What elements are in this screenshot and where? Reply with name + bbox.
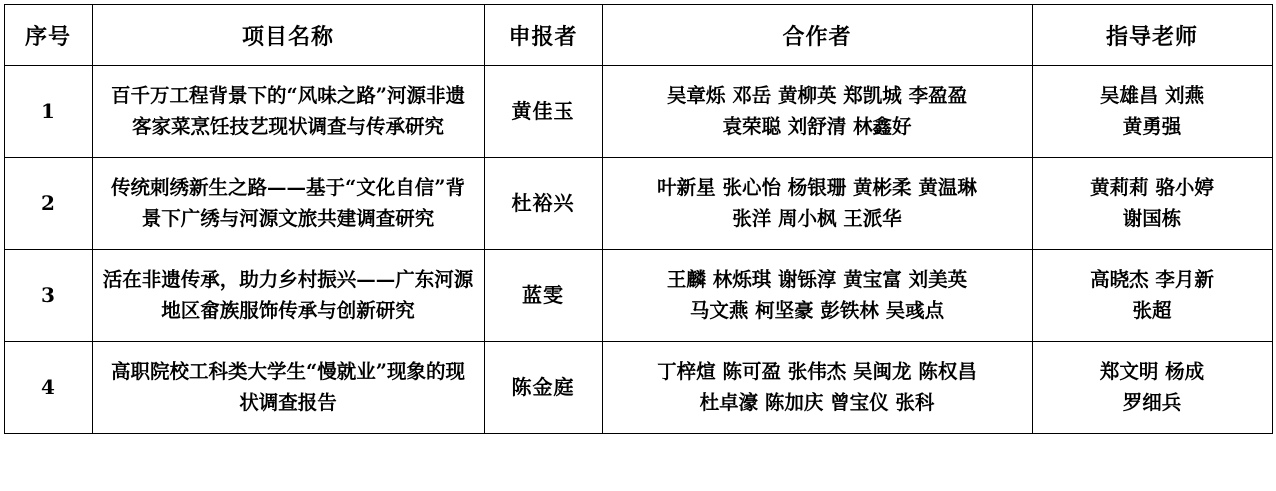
project-name-line: 状调查报告 [239, 390, 337, 414]
table-header-row [4, 5, 1272, 66]
cell-project-name [92, 342, 484, 434]
cell-applicant: 杜裕兴 [484, 158, 602, 250]
project-name-line: 传统刺绣新生之路——基于“文化自信”背 [111, 176, 465, 200]
cell-tutor [1032, 342, 1272, 434]
tutor-line: 吴雄昌 刘燕 [1099, 84, 1205, 108]
project-name-line: 景下广绣与河源文旅共建调查研究 [141, 206, 435, 230]
collaborators-line: 丁梓煊 陈可盈 张伟杰 吴闽龙 陈权昌 [657, 360, 977, 384]
header-index: 序号 [4, 5, 92, 66]
cell-project-name [92, 250, 484, 342]
cell-collaborators [602, 158, 1032, 250]
project-name-line: 百千万工程背景下的“风味之路”河源非遗 [111, 84, 465, 108]
project-name-line: 地区畲族服饰传承与创新研究 [161, 298, 415, 322]
header-collaborators: 合作者 [602, 5, 1032, 66]
tutor-line: 张超 [1132, 298, 1172, 322]
collaborators-line: 马文燕 柯坚豪 彭铁林 吴彧点 [689, 298, 945, 322]
tutor-line: 黄莉莉 骆小婷 [1090, 176, 1214, 200]
collaborators-line: 王麟 林烁琪 谢铄淳 黄宝富 刘美英 [666, 268, 968, 292]
tutor-line: 郑文明 杨成 [1099, 360, 1205, 384]
project-name-line: 活在非遗传承，助力乡村振兴——广东河源 [102, 268, 474, 292]
project-list-table [4, 4, 1273, 434]
header-tutor: 指导老师 [1032, 5, 1272, 66]
collaborators-line: 吴章烁 邓岳 黄柳英 郑凯城 李盈盈 [666, 84, 968, 108]
tutor-line: 罗细兵 [1122, 390, 1182, 414]
cell-tutor [1032, 158, 1272, 250]
cell-tutor [1032, 66, 1272, 158]
table-row [4, 66, 1272, 158]
header-applicant: 申报者 [484, 5, 602, 66]
cell-applicant: 陈金庭 [484, 342, 602, 434]
collaborators-line: 张洋 周小枫 王派华 [732, 206, 902, 230]
collaborators-line: 袁荣聪 刘舒清 林鑫好 [722, 114, 912, 138]
cell-project-name [92, 158, 484, 250]
project-name-line: 客家菜烹饪技艺现状调查与传承研究 [131, 114, 444, 138]
cell-index: 3 [4, 250, 92, 342]
table-header [4, 5, 1272, 66]
header-project-name: 项目名称 [92, 5, 484, 66]
tutor-line: 高晓杰 李月新 [1090, 268, 1214, 292]
cell-collaborators [602, 342, 1032, 434]
cell-tutor [1032, 250, 1272, 342]
tutor-line: 黄勇强 [1122, 114, 1182, 138]
table-row [4, 158, 1272, 250]
cell-index: 2 [4, 158, 92, 250]
collaborators-line: 叶新星 张心怡 杨银珊 黄彬柔 黄温琳 [657, 176, 977, 200]
cell-applicant: 蓝雯 [484, 250, 602, 342]
collaborators-line: 杜卓濠 陈加庆 曾宝仪 张科 [699, 390, 935, 414]
tutor-line: 谢国栋 [1122, 206, 1182, 230]
cell-collaborators [602, 66, 1032, 158]
cell-index: 1 [4, 66, 92, 158]
cell-collaborators [602, 250, 1032, 342]
table-row [4, 342, 1272, 434]
table-body [4, 66, 1272, 434]
cell-applicant: 黄佳玉 [484, 66, 602, 158]
cell-index: 4 [4, 342, 92, 434]
cell-project-name [92, 66, 484, 158]
project-name-line: 高职院校工科类大学生“慢就业”现象的现 [111, 360, 465, 384]
table-row [4, 250, 1272, 342]
